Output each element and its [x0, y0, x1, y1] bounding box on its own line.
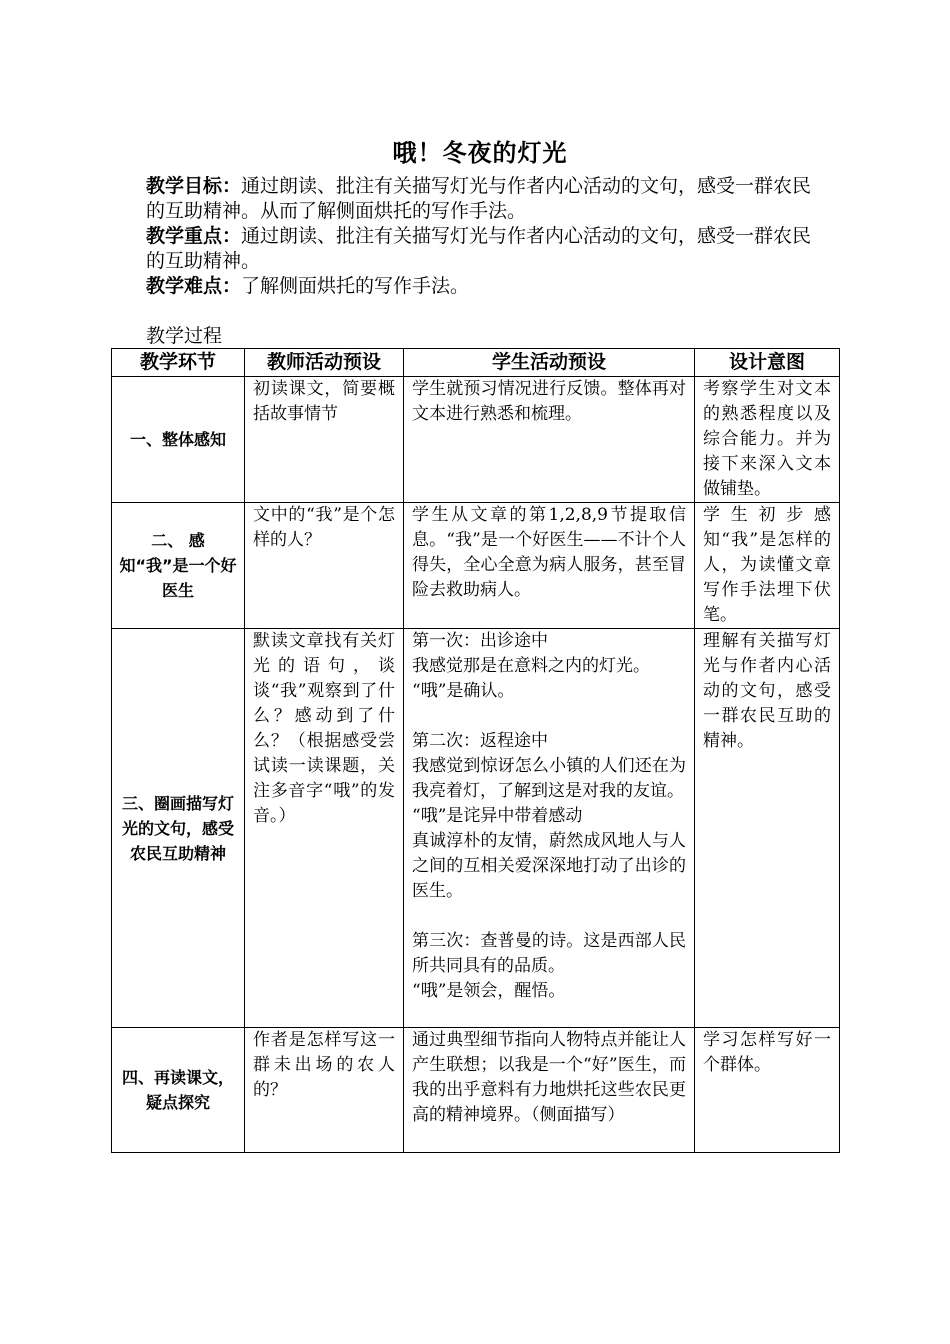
student-activity-line: 第一次：出诊途中 — [412, 631, 548, 651]
student-activity-line: “哦”是领会，醒悟。 — [412, 981, 566, 1001]
teaching-key-point — [146, 224, 826, 274]
teaching-difficulty — [146, 274, 826, 299]
design-intent-cell: 理解有关描写灯光与作者内心活动的文句，感受一群农民互助的精神。 — [695, 629, 840, 1028]
table-row — [112, 629, 840, 1028]
table-row — [112, 503, 840, 629]
teacher-activity-cell: 文中的“我”是个怎样的人？ — [245, 503, 404, 629]
teacher-activity-cell: 初读课文，简要概括故事情节 — [245, 377, 404, 503]
teaching-goal — [146, 174, 826, 224]
student-activity-line: 学生就预习情况进行反馈。整体再对文本进行熟悉和梳理。 — [412, 379, 686, 424]
student-activity-cell — [404, 1028, 695, 1153]
lesson-plan-table — [111, 348, 840, 1153]
stage-cell: 三、圈画描写灯光的文句，感受农民互助精神 — [112, 629, 245, 1028]
student-activity-cell — [404, 503, 695, 629]
table-header-row — [112, 349, 840, 377]
student-activity-line: 学生从文章的第1,2,8,9节提取信息。“我”是一个好医生——不计个人得失，全心全意为病人服务，甚至冒险去救助病人。 — [412, 505, 686, 600]
header-teacher-activity: 教师活动预设 — [245, 349, 404, 377]
page-title: 哦！冬夜的灯光 — [392, 139, 568, 167]
student-activity-line: “哦”是诧异中带着感动 — [412, 806, 583, 826]
teaching-goal-label: 教学目标： — [146, 175, 242, 197]
teacher-activity-cell: 作者是怎样写这一群未出场的农人的？ — [245, 1028, 404, 1153]
student-activity-line: 我感觉到惊讶怎么小镇的人们还在为我亮着灯，了解到这是对我的友谊。 — [412, 756, 686, 801]
teaching-goal-text: 通过朗读、批注有关描写灯光与作者内心活动的文句，感受一群农民的互助精神。从而了解侧面烘托的写作手法。 — [146, 175, 812, 222]
teaching-key-point-text: 通过朗读、批注有关描写灯光与作者内心活动的文句，感受一群农民的互助精神。 — [146, 225, 812, 272]
design-intent-cell: 考察学生对文本的熟悉程度以及综合能力。并为接下来深入文本做铺垫。 — [695, 377, 840, 503]
table-row — [112, 1028, 840, 1153]
header-design-intent: 设计意图 — [695, 349, 840, 377]
table-row — [112, 377, 840, 503]
student-activity-line: 第三次：查普曼的诗。这是西部人民所共同具有的品质。 — [412, 931, 686, 976]
stage-cell: 二、 感知“我”是一个好医生 — [112, 503, 245, 629]
process-heading: 教学过程 — [146, 325, 223, 347]
student-activity-line: 通过典型细节指向人物特点并能让人产生联想；以我是一个“好”医生，而我的出乎意料有力地烘托这些农民更高的精神境界。（侧面描写） — [412, 1030, 686, 1125]
student-activity-line: 第二次：返程途中 — [412, 731, 548, 751]
teaching-difficulty-label: 教学难点： — [146, 275, 242, 297]
student-activity-line: 我感觉那是在意料之内的灯光。 — [412, 656, 650, 676]
teacher-activity-cell: 默读文章找有关灯光的语句，谈谈“我”观察到了什么？感动到了什么？（根据感受尝试读一读课题，关注多音字“哦”的发音。） — [245, 629, 404, 1028]
blank-line — [412, 904, 686, 929]
teaching-difficulty-text: 了解侧面烘托的写作手法。 — [241, 275, 470, 297]
stage-cell: 一、整体感知 — [112, 377, 245, 503]
student-activity-line: 真诚淳朴的友情，蔚然成风地人与人之间的互相关爱深深地打动了出诊的医生。 — [412, 831, 686, 901]
stage-cell: 四、再读课文，疑点探究 — [112, 1028, 245, 1153]
objectives-section — [146, 174, 826, 299]
header-student-activity: 学生活动预设 — [404, 349, 695, 377]
student-activity-cell — [404, 377, 695, 503]
student-activity-line: “哦”是确认。 — [412, 681, 515, 701]
blank-line — [412, 704, 686, 729]
design-intent-cell: 学习怎样写好一个群体。 — [695, 1028, 840, 1153]
header-stage: 教学环节 — [112, 349, 245, 377]
design-intent-cell: 学生初步感知“我”是怎样的人，为读懂文章写作手法埋下伏笔。 — [695, 503, 840, 629]
student-activity-cell — [404, 629, 695, 1028]
teaching-key-point-label: 教学重点： — [146, 225, 242, 247]
